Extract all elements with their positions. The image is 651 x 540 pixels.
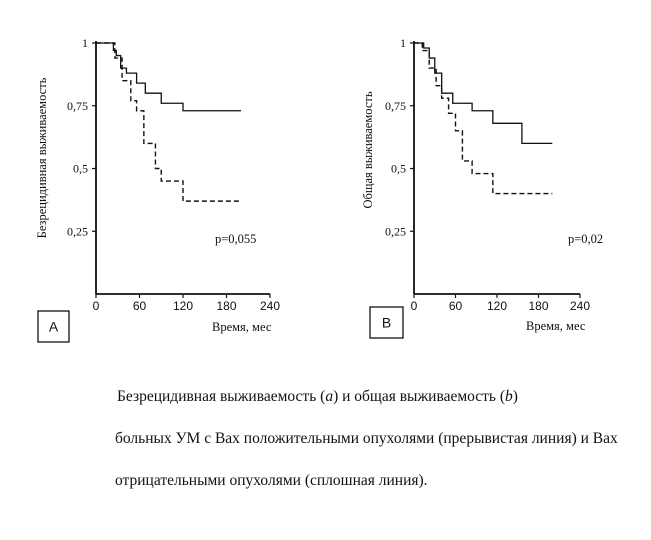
x-tick-label: 180 [528, 299, 549, 313]
caption-line-3: отрицательными опухолями (сплошная линия). [115, 472, 428, 489]
survival-curve-dashed [96, 43, 241, 201]
x-tick-label: 60 [448, 299, 463, 313]
x-axis-label: Время, мес [526, 319, 586, 333]
x-tick-label: 120 [486, 299, 508, 313]
caption-line-2: больных УМ с Вах положительными опухолями (прерывистая линия) и Вах [115, 430, 618, 447]
panel-label: A [48, 318, 59, 335]
x-axis-label: Время, мес [212, 320, 272, 334]
survival-curve-solid [414, 43, 552, 143]
y-tick-label: 0,5 [73, 161, 88, 176]
y-tick-label: 1 [400, 36, 406, 50]
y-axis-label: Безрецидивная выживаемость [35, 77, 49, 239]
p-value-annotation: p=0,055 [215, 232, 257, 246]
y-tick-label: 0,5 [391, 161, 406, 176]
y-axis-label: Общая выживаемость [361, 91, 375, 209]
caption-label-a: a [325, 388, 334, 405]
x-tick-label: 240 [259, 299, 281, 313]
chart-panel-b [361, 36, 603, 338]
x-tick-label: 0 [410, 299, 418, 313]
x-tick-label: 120 [172, 299, 194, 313]
chart-panel-a [35, 36, 280, 342]
y-tick-label: 0,25 [385, 224, 406, 239]
y-tick-label: 0,75 [385, 98, 406, 113]
x-tick-label: 0 [92, 299, 100, 313]
panel-label: B [381, 314, 392, 331]
y-tick-label: 0,75 [67, 98, 88, 113]
y-tick-label: 0,25 [67, 224, 88, 239]
x-tick-label: 60 [132, 299, 147, 313]
caption-line-1: Безрецидивная выживаемость (a) и общая выживаемость (b) [117, 388, 518, 405]
x-tick-label: 240 [569, 299, 591, 313]
survival-curve-solid [96, 43, 241, 111]
y-tick-label: 1 [82, 36, 88, 50]
x-tick-label: 180 [216, 299, 237, 313]
p-value-annotation: p=0,02 [568, 232, 604, 246]
caption-label-b: b [505, 388, 513, 405]
